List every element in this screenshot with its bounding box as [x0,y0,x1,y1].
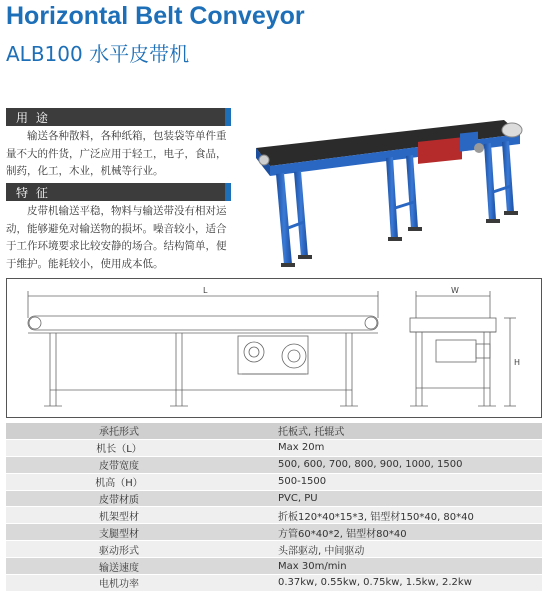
width-label: W [451,286,459,295]
title-english: Horizontal Belt Conveyor [6,2,305,30]
features-heading: 特 征 [16,186,50,200]
spec-key: 机长（L） [6,439,232,456]
spec-value: 头部驱动, 中间驱动 [232,541,542,558]
table-row [6,456,542,473]
table-row [6,423,542,439]
spec-value: 0.37kw, 0.55kw, 0.75kw, 1.5kw, 2.2kw [232,575,542,592]
table-row [6,439,542,456]
spec-key: 机架型材 [6,507,232,524]
spec-table [6,423,542,592]
spec-value: Max 30m/min [232,558,542,575]
spec-value: 托板式, 托辊式 [232,423,542,439]
usage-line: 量不大的件货，广泛应用于轻工，电子，食品， [6,147,227,160]
length-label: L [203,286,208,295]
spec-value: 500-1500 [232,473,542,490]
usage-line: 制药，化工，木业，机械等行业。 [6,165,164,178]
spec-key: 皮带材质 [6,490,232,507]
table-row [6,507,542,524]
spec-value: 500, 600, 700, 800, 900, 1000, 1500 [232,456,542,473]
features-line: 皮带机输送平稳，物料与输送带没有相对运 [27,205,227,217]
table-row [6,558,542,575]
usage-heading: 用 途 [16,111,50,125]
features-line: 动，能够避免对输送物的损坏。噪音较小，适合 [6,222,227,235]
table-row [6,473,542,490]
technical-drawing [6,278,542,418]
heading-accent [225,183,231,201]
spec-key: 电机功率 [6,575,232,592]
usage-line: 输送各种散料，各种纸箱，包装袋等单件重 [27,130,227,142]
spec-key: 皮带宽度 [6,456,232,473]
title-chinese: ALB100 水平皮带机 [6,42,190,66]
features-line: 于维护。能耗较小，使用成本低。 [6,257,164,270]
spec-key: 支腿型材 [6,524,232,541]
spec-value: Max 20m [232,439,542,456]
table-row [6,490,542,507]
table-row [6,575,542,592]
table-row [6,524,542,541]
spec-value: 折板120*40*15*3, 铝型材150*40, 80*40 [232,507,542,524]
spec-value: PVC, PU [232,490,542,507]
spec-key: 机高（H） [6,473,232,490]
usage-text [6,128,240,181]
spec-key: 输送速度 [6,558,232,575]
conveyor-photo [246,110,542,270]
heading-accent [225,108,231,126]
height-label: H [514,358,521,367]
spec-value: 方管60*40*2, 铝型材80*40 [232,524,542,541]
features-line: 于工作环境要求比较安静的场合。结构简单，便 [6,240,227,253]
features-heading-bar [6,183,230,201]
usage-heading-bar [6,108,230,126]
features-text [6,203,240,273]
table-row [6,541,542,558]
spec-key: 驱动形式 [6,541,232,558]
spec-key: 承托形式 [6,423,232,439]
